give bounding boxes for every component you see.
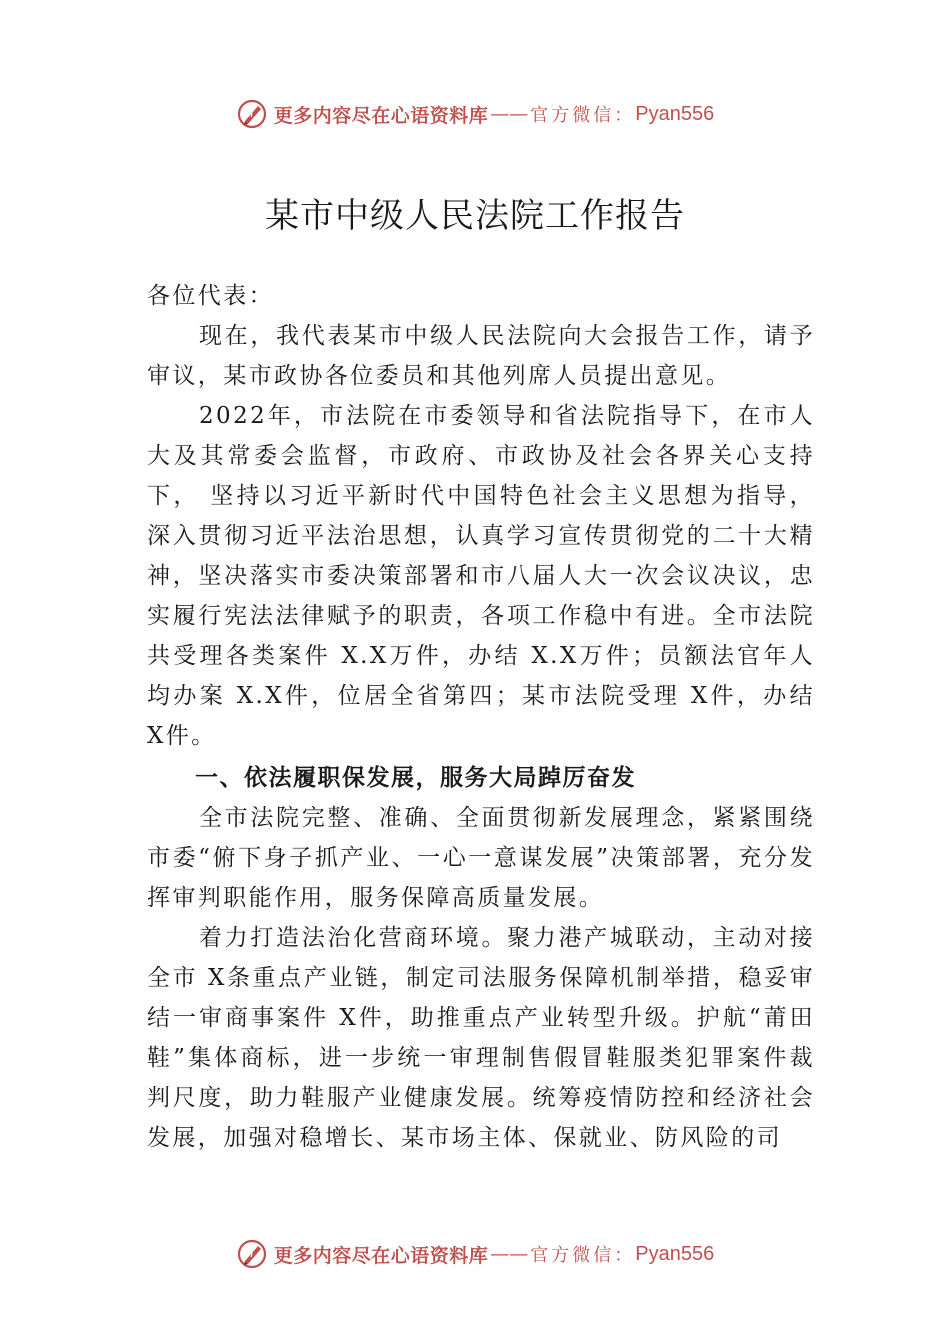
section-heading: 一、依法履职保发展，服务大局踔厉奋发 [195,765,636,791]
section-paragraph: 全市法院完整、准确、全面贯彻新发展理念，紧紧围绕市委“俯下身子抓产业、一心一意谋发展”决策部署，充分发挥审判职能作用，服务保障高质量发展。 [147,805,815,911]
banner-separator: —— [490,1243,529,1265]
banner-wechat-label: 官方微信： [530,105,636,126]
banner-text: 更多内容尽在心语资料库 [273,1244,489,1267]
banner-wechat-id: Pyan556 [635,1242,715,1265]
salutation: 各位代表： [147,283,274,309]
pen-logo-icon [236,1238,268,1270]
document-title: 某市中级人民法院工作报告 [265,196,685,236]
watermark-banner-bottom [0,1232,950,1276]
banner-wechat-id: Pyan556 [635,102,715,125]
banner-separator: —— [490,103,529,125]
document-body [147,276,815,1158]
paragraph-summary: 2022年，市法院在市委领导和省法院指导下，在市人大及其常委会监督，市政府、市政协及社会各界关心支持下， 坚持以习近平新时代中国特色社会主义思想为指导，深入贯彻习近平法治思想，认真学习宣传贯彻党的二十大精神，坚决落实市委决策部署和市八届人大一次会议决议，忠实履行宪法法律赋予的职责，各项工作稳中有进。全市法院共受理各类案件 X.X万件，办结 X.X万件；员额法官年人均办案 X.X件，位居全省第四；某市法院受理 X件，办结 X件。 [147,403,815,749]
banner-wechat-label: 官方微信： [530,1245,636,1266]
section-paragraph: 着力打造法治化营商环境。聚力港产城联动，主动对接全市 X条重点产业链，制定司法服务保障机制举措，稳妥审结一审商事案件 X件，助推重点产业转型升级。护航“莆田鞋”集体商标，进一步统一审理制售假冒鞋服类犯罪案件裁判尺度，助力鞋服产业健康发展。统筹疫情防控和经济社会发展，加强对稳增长、某市场主体、保就业、防风险的司 [147,925,815,1151]
watermark-banner-top [0,92,950,136]
pen-logo-icon [236,98,268,130]
banner-text: 更多内容尽在心语资料库 [273,104,489,127]
paragraph-intro: 现在，我代表某市中级人民法院向大会报告工作，请予审议，某市政协各位委员和其他列席人员提出意见。 [147,323,815,389]
